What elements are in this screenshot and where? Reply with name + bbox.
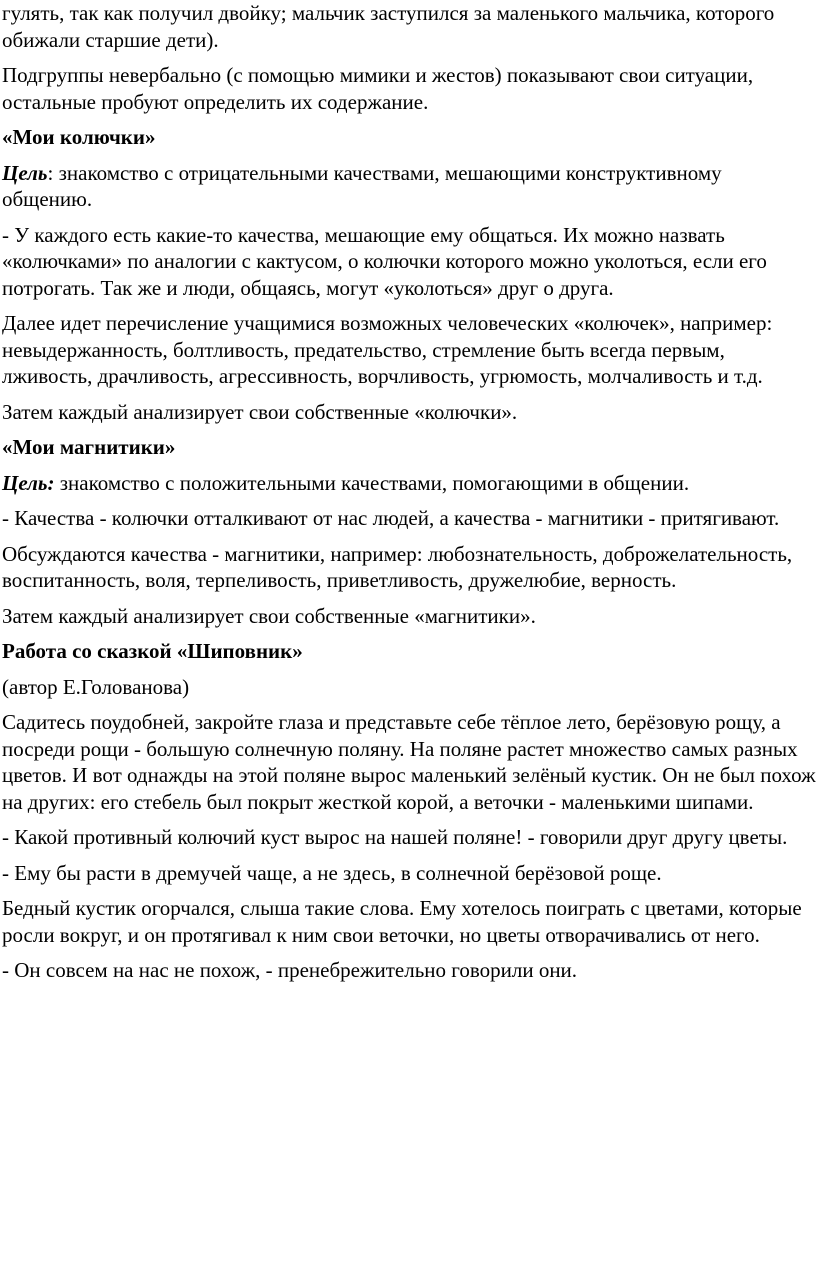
goal-text: : знакомство с отрицательными качествами, мешающими конструктивному общению. xyxy=(2,160,722,211)
paragraph-magnets-list: Обсуждаются качества - магнитики, например: любознательность, доброжелательность, воспитанность, воля, терпеливость, приветливость, дружелюбие, верность. xyxy=(2,541,793,592)
paragraph-thorns-analysis: Затем каждый анализирует свои собственные «колючки». xyxy=(2,399,518,424)
paragraph-thorns-list: Далее идет перечисление учащимися возможных человеческих «колючек», например: невыдержанность, болтливость, предательство, стремление быть всегда первым, лживость, драчливость, агрессивность, ворчливость, угрюмость, молчаливость и т.д. xyxy=(2,311,773,388)
paragraph-continuation: гулять, так как получил двойку; мальчик заступился за маленького мальчика, которого обижали старшие дети). xyxy=(2,1,775,52)
paragraph-magnets-analysis: Затем каждый анализирует свои собственные «магнитики». xyxy=(2,603,536,628)
goal-label: Цель: xyxy=(2,470,55,495)
paragraph-subgroups: Подгруппы невербально (с помощью мимики и жестов) показывают свои ситуации, остальные пробуют определить их содержание. xyxy=(2,63,754,114)
paragraph-thorns-explanation: - У каждого есть какие-то качества, мешающие ему общаться. Их можно назвать «колючками» по аналогии с кактусом, о колючки которого можно уколоться, если его потрогать. Так же и люди, общаясь, могут «уколоться» друг о друга. xyxy=(2,222,767,300)
paragraph-goal-magnets xyxy=(2,470,816,497)
paragraph-story-bush: Бедный кустик огорчался, слыша такие слова. Ему хотелось поиграть с цветами, которые росли вокруг, и он протягивал к ним свои веточки, но цветы отворачивались от него. xyxy=(2,896,802,947)
paragraph-story-dialogue-2: - Ему бы расти в дремучей чаще, а не здесь, в солнечной берёзовой роще. xyxy=(2,860,662,885)
heading-my-magnets: «Мои магнитики» xyxy=(2,435,176,459)
paragraph-story-dialogue-1: - Какой противный колючий куст вырос на нашей поляне! - говорили друг другу цветы. xyxy=(2,825,788,849)
paragraph-story-intro: Садитесь поудобней, закройте глаза и представьте себе тёплое лето, берёзовую рощу, а посреди рощи - большую солнечную поляну. На поляне растет множество самых разных цветов. И вот однажды на этой поляне вырос маленький зелёный кустик. Он не был похож на других: его стебель был покрыт жесткой корой, а веточки - маленькими шипами. xyxy=(2,710,816,814)
heading-fairy-tale: Работа со сказкой «Шиповник» xyxy=(2,639,303,663)
heading-my-thorns: «Мои колючки» xyxy=(2,125,156,149)
paragraph-story-dialogue-3: - Он совсем на нас не похож, - пренебрежительно говорили они. xyxy=(2,958,578,982)
goal-label: Цель xyxy=(2,160,48,185)
paragraph-goal-thorns xyxy=(2,160,816,213)
paragraph-magnets-explanation: - Качества - колючки отталкивают от нас людей, а качества - магнитики - притягивают. xyxy=(2,506,780,530)
goal-text: знакомство с положительными качествами, помогающими в общении. xyxy=(54,470,690,495)
paragraph-author: (автор Е.Голованова) xyxy=(2,674,190,699)
